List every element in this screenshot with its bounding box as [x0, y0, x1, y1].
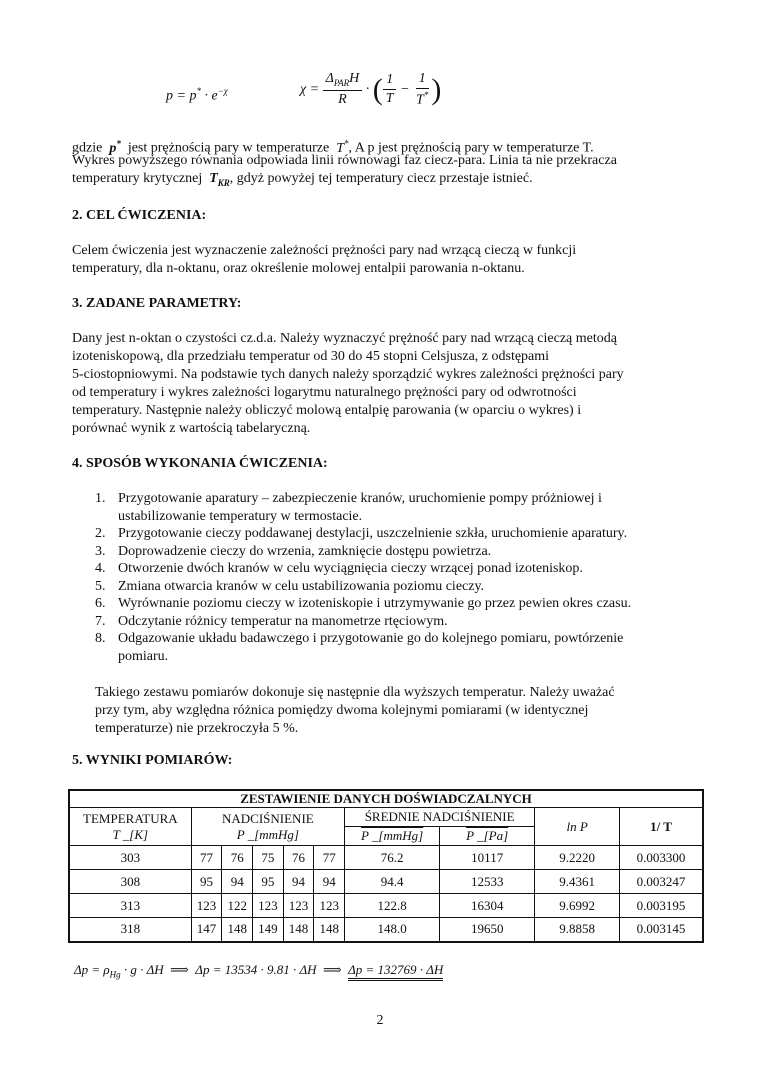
section-3-line: od temperatury i wykres zależności logarytmu naturalnego prężności pary od odwrotności [72, 385, 577, 400]
intro-text: , gdyż powyżej tej temperatury ciecz przestaje istnieć. [229, 171, 533, 186]
closing-line: Takiego zestawu pomiarów dokonuje się następnie dla wyższych temperatur. Należy uważać [95, 685, 615, 700]
cell-pressure: 76 [222, 846, 253, 870]
cell-avg-mmhg: 148.0 [345, 918, 440, 942]
cell-pressure: 123 [283, 894, 314, 918]
section-3-line: izoteniskopową, dla przedziału temperatur od 30 do 45 stopni Celsjusza, z odstępami [72, 349, 550, 364]
header-temperature-label: TEMPERATURA [83, 810, 178, 826]
cell-temperature: 318 [69, 918, 191, 942]
section-3-line: 5-ciostopniowymi. Na podstawie tych danych należy sporządzić wykres zależności prężności pary [72, 367, 624, 382]
table-title: ZESTAWIENIE DANYCH DOŚWIADCZALNYCH [69, 790, 703, 808]
section-3-line: porównać wynik z wartością tabelaryczną. [72, 421, 311, 436]
cell-avg-pa: 12533 [440, 870, 535, 894]
list-item [95, 578, 631, 596]
section-5-heading: 5. WYNIKI POMIARÓW: [72, 753, 233, 768]
cell-temperature: 313 [69, 894, 191, 918]
list-text: Wyrównanie poziomu cieczy w izoteniskopie i utrzymywanie go przez pewien okres czasu. [118, 596, 632, 611]
list-text: Przygotowanie cieczy poddawanej destylacji, uszczelnienie szkła, uruchomienie aparatury. [118, 526, 628, 541]
cell-pressure: 94 [222, 870, 253, 894]
list-number: 3. [95, 543, 106, 559]
cell-avg-mmhg: 94.4 [345, 870, 440, 894]
cell-pressure: 148 [314, 918, 345, 942]
cell-pressure: 123 [191, 894, 222, 918]
intro-text: , A p jest prężnością pary w temperaturze T. [348, 140, 594, 156]
intro-text: jest prężnością pary w temperaturze [127, 140, 330, 156]
cell-pressure: 95 [191, 870, 222, 894]
header-overpressure-unit: P _[mmHg] [236, 827, 299, 842]
list-number: 8. [95, 631, 106, 646]
list-number: 7. [95, 613, 106, 629]
closing-line: przy tym, aby względna różnica pomiędzy dwoma kolejnymi pomiarami (w identycznej [95, 703, 589, 718]
cell-avg-mmhg: 122.8 [345, 894, 440, 918]
list-item [95, 490, 631, 525]
list-number: 6. [95, 596, 106, 611]
header-temperature [69, 808, 191, 846]
procedure-list [95, 490, 631, 665]
list-item [95, 560, 631, 578]
header-avg-pa: P _[Pa] [440, 827, 535, 846]
table-row [69, 846, 703, 870]
cell-avg-pa: 16304 [440, 894, 535, 918]
formula-bottom: $\Delta p = \rho_{Hg} \cdot g \cdot \Delta H$ ⟹ Δp = 13534 · 9.81 · ΔH ⟹ Δp = 132769 · ΔH [74, 962, 444, 980]
list-number: 5. [95, 578, 106, 594]
header-overpressure [191, 808, 344, 846]
cell-pressure: 77 [314, 846, 345, 870]
list-number: 1. [95, 491, 106, 506]
list-text: Odgazowanie układu badawczego i przygotowanie go do kolejnego pomiaru, powtórzenie [118, 631, 624, 646]
list-text: Zmiana otwarcia kranów w celu ustabilizowania poziomu cieczy. [118, 578, 485, 594]
cell-inverse-t: 0.003247 [620, 870, 703, 894]
symbol-p-star: p* [105, 138, 121, 156]
cell-avg-pa: 10117 [440, 846, 535, 870]
cell-pressure: 147 [191, 918, 222, 942]
cell-pressure: 94 [314, 870, 345, 894]
formula-chi: χ = $\frac{\Delta_{PAR}H}{R}$ · ( $\frac{1}{T}$ − $\frac{1}{T^*}$ ) [300, 71, 442, 108]
results-table [68, 789, 704, 943]
table-row [69, 894, 703, 918]
cell-inverse-t: 0.003195 [620, 894, 703, 918]
cell-lnp: 9.6992 [535, 894, 620, 918]
formula-result: Δp = 132769 · ΔH [348, 962, 443, 981]
section-3-heading: 3. ZADANE PARAMETRY: [72, 296, 242, 311]
list-text: ustabilizowanie temperatury w termostacie. [118, 508, 363, 524]
cell-pressure: 76 [283, 846, 314, 870]
cell-lnp: 9.4361 [535, 870, 620, 894]
list-item [95, 543, 631, 561]
symbol-t-kr: $T_{KR}$ [205, 171, 230, 188]
list-text: pomiaru. [118, 648, 169, 664]
cell-inverse-t: 0.003300 [620, 846, 703, 870]
cell-pressure: 148 [222, 918, 253, 942]
section-3-line: temperatury. Następnie należy obliczyć molową entalpię parowania (w oparciu o wykres) i [72, 403, 582, 418]
cell-lnp: 9.2220 [535, 846, 620, 870]
intro-line-3 [72, 170, 533, 192]
cell-pressure: 122 [222, 894, 253, 918]
formula-main: $p = p^* \cdot e^{-\chi}$ [166, 86, 228, 104]
cell-pressure: 148 [283, 918, 314, 942]
symbol-t-star: T* [332, 138, 349, 156]
list-text: Otworzenie dwóch kranów w celu wyciągnięcia cieczy wrzącej ponad izoteniskop. [118, 561, 583, 576]
page-number: 2 [376, 1013, 384, 1028]
list-text: Odczytanie różnicy temperatur na manometrze rtęciowym. [118, 613, 448, 629]
cell-avg-mmhg: 76.2 [345, 846, 440, 870]
header-overpressure-label: NADCIŚNIENIE [222, 811, 314, 826]
list-number: 2. [95, 526, 106, 541]
section-4-heading: 4. SPOSÓB WYKONANIA ĆWICZENIA: [72, 456, 328, 471]
cell-pressure: 123 [314, 894, 345, 918]
list-item [95, 613, 631, 631]
section-2-line: Celem ćwiczenia jest wyznaczenie zależności prężności pary nad wrzącą cieczą w funkcji [72, 243, 577, 258]
cell-lnp: 9.8858 [535, 918, 620, 942]
header-average: ŚREDNIE NADCIŚNIENIE [345, 808, 535, 827]
table-row [69, 918, 703, 942]
cell-avg-pa: 19650 [440, 918, 535, 942]
list-text: Doprowadzenie cieczy do wrzenia, zamknięcie dostępu powietrza. [118, 543, 492, 559]
cell-temperature: 308 [69, 870, 191, 894]
list-number: 4. [95, 561, 106, 576]
cell-temperature: 303 [69, 846, 191, 870]
header-avg-mmhg: P _[mmHg] [345, 827, 440, 846]
section-2-line: temperatury, dla n-oktanu, oraz określenie molowej entalpii parowania n-oktanu. [72, 261, 525, 276]
table-row [69, 870, 703, 894]
cell-pressure: 95 [253, 870, 284, 894]
cell-pressure: 77 [191, 846, 222, 870]
cell-pressure: 94 [283, 870, 314, 894]
list-item [95, 630, 631, 665]
cell-inverse-t: 0.003145 [620, 918, 703, 942]
cell-pressure: 75 [253, 846, 284, 870]
intro-text: gdzie [72, 140, 103, 156]
intro-text: temperatury krytycznej [72, 171, 203, 186]
header-lnp: ln P [535, 808, 620, 846]
list-item [95, 595, 631, 613]
closing-line: temperaturze) nie przekroczyła 5 %. [95, 721, 299, 736]
intro-line-2: Wykres powyższego równania odpowiada linii równowagi faz ciecz-para. Linia ta nie przekracza [72, 153, 617, 168]
list-text: Przygotowanie aparatury – zabezpieczenie kranów, uruchomienie pompy próżniowej i [118, 491, 602, 506]
header-inverse-t: 1/ T [620, 808, 703, 846]
cell-pressure: 149 [253, 918, 284, 942]
section-2-heading: 2. CEL ĆWICZENIA: [72, 208, 207, 223]
list-item [95, 525, 631, 543]
header-temperature-unit: T _[K] [112, 826, 149, 842]
section-3-line: Dany jest n-oktan o czystości cz.d.a. Należy wyznaczyć prężność pary nad wrzącą cieczą metodą [72, 331, 617, 346]
cell-pressure: 123 [253, 894, 284, 918]
